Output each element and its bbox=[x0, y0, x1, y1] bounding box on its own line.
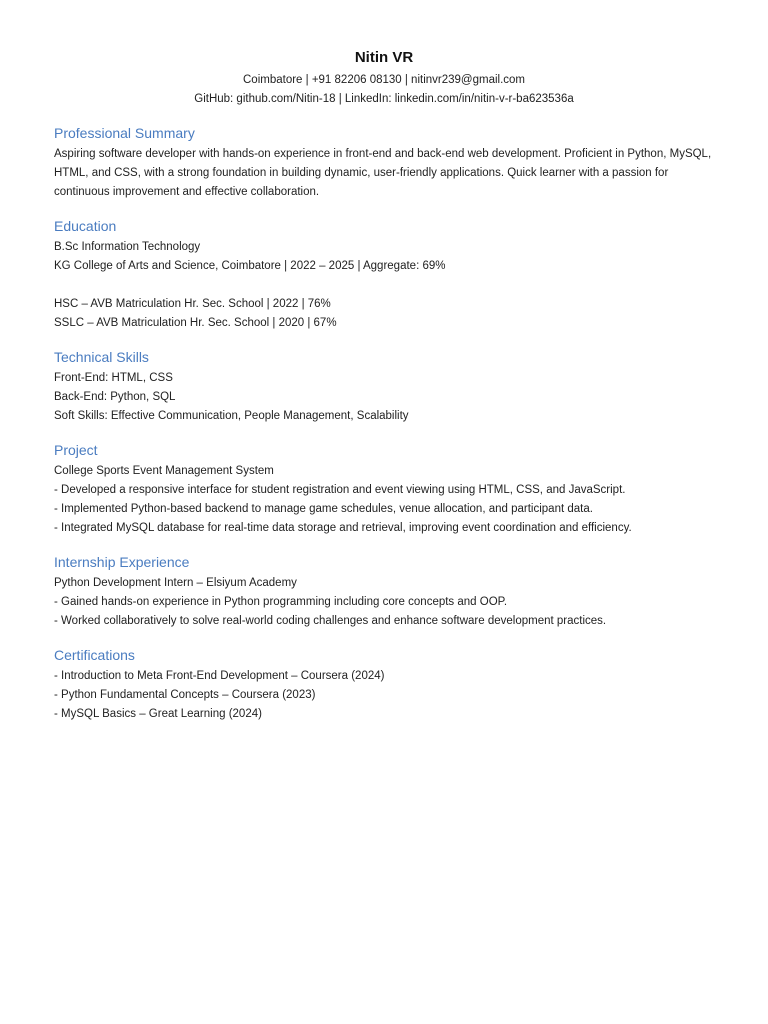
internship-heading: Internship Experience bbox=[54, 554, 190, 570]
certification-item: - MySQL Basics – Great Learning (2024) bbox=[54, 708, 262, 720]
internship-role: Python Development Intern – Elsiyum Academy bbox=[54, 577, 297, 589]
skill-item: Soft Skills: Effective Communication, People Management, Scalability bbox=[54, 410, 409, 422]
resume-header bbox=[54, 48, 714, 109]
certification-item: - Python Fundamental Concepts – Coursera (2023) bbox=[54, 689, 316, 701]
education-section bbox=[54, 216, 714, 333]
resume-page bbox=[54, 48, 714, 724]
internship-item: - Worked collaboratively to solve real-world coding challenges and enhance software development practices. bbox=[54, 615, 607, 627]
skill-item: Back-End: Python, SQL bbox=[54, 391, 176, 403]
internship-item: - Gained hands-on experience in Python programming including core concepts and OOP. bbox=[54, 596, 508, 608]
skills-heading: Technical Skills bbox=[54, 349, 149, 365]
summary-section bbox=[54, 123, 714, 202]
skill-item: Front-End: HTML, CSS bbox=[54, 372, 173, 384]
education-spacer bbox=[54, 276, 714, 295]
project-heading: Project bbox=[54, 442, 98, 458]
project-item: - Implemented Python-based backend to manage game schedules, venue allocation, and participant data. bbox=[54, 503, 593, 515]
certifications-heading: Certifications bbox=[54, 647, 135, 663]
certification-item: - Introduction to Meta Front-End Development – Coursera (2024) bbox=[54, 670, 385, 682]
college-line: KG College of Arts and Science, Coimbatore | 2022 – 2025 | Aggregate: 69% bbox=[54, 260, 446, 272]
project-name: College Sports Event Management System bbox=[54, 465, 274, 477]
skills-section bbox=[54, 347, 714, 426]
education-heading: Education bbox=[54, 218, 117, 234]
degree-line: B.Sc Information Technology bbox=[54, 241, 201, 253]
project-section bbox=[54, 440, 714, 538]
profile-links: GitHub: github.com/Nitin-18 | LinkedIn: linkedin.com/in/nitin-v-r-ba623536a bbox=[194, 93, 574, 105]
summary-heading: Professional Summary bbox=[54, 125, 195, 141]
internship-section bbox=[54, 552, 714, 631]
summary-text: Aspiring software developer with hands-on experience in front-end and back-end web development. Proficient in Python, MySQL, HTML, and CSS, with a strong foundation in building dynamic, user-friendly applications. Quick learner with a passion for continuous improvement and effective collaboration. bbox=[54, 148, 712, 198]
project-item: - Integrated MySQL database for real-time data storage and retrieval, improving event coordination and efficiency. bbox=[54, 522, 632, 534]
certifications-section bbox=[54, 645, 714, 724]
project-item: - Developed a responsive interface for student registration and event viewing using HTML, CSS, and JavaScript. bbox=[54, 484, 626, 496]
hsc-line: HSC – AVB Matriculation Hr. Sec. School | 2022 | 76% bbox=[54, 298, 331, 310]
sslc-line: SSLC – AVB Matriculation Hr. Sec. School | 2020 | 67% bbox=[54, 317, 337, 329]
candidate-name: Nitin VR bbox=[354, 49, 414, 66]
contact-info: Coimbatore | +91 82206 08130 | nitinvr239@gmail.com bbox=[243, 74, 525, 86]
